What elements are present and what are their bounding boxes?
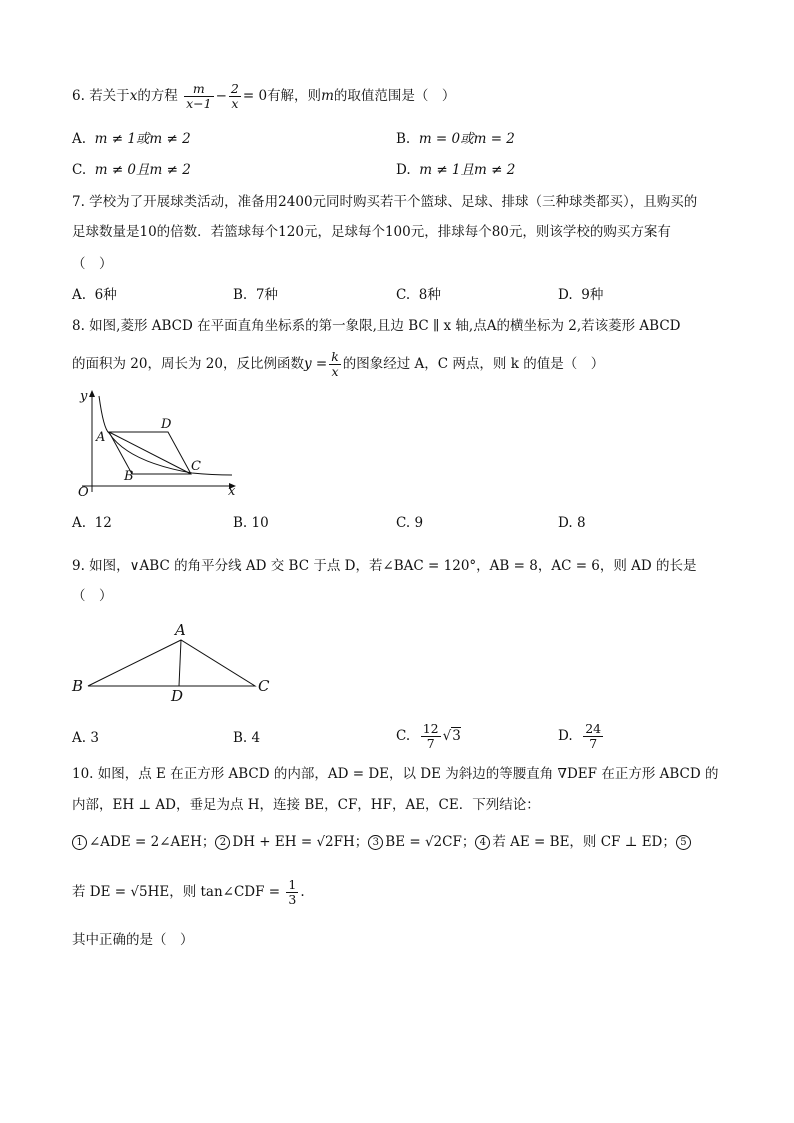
circled-3: 3 bbox=[368, 835, 383, 850]
q9-option-d: D. $\frac{24}{7}$ bbox=[558, 721, 602, 751]
q6-option-b: B. m = 0或m = 2 bbox=[396, 131, 515, 147]
q9-option-c: C. $\frac{12}{7}$ √3 bbox=[396, 721, 461, 751]
q7-option-c: C. 8种 bbox=[396, 287, 441, 303]
q6-option-c: C. m ≠ 0且m ≠ 2 bbox=[72, 162, 191, 178]
q6-fraction-m: $\frac{m}{x-1}$ bbox=[186, 81, 212, 111]
q9-option-a: A. 3 bbox=[72, 730, 99, 746]
q7-option-a: A. 6种 bbox=[72, 287, 117, 303]
q6-option-a: A. m ≠ 1或m ≠ 2 bbox=[72, 131, 191, 147]
q9-line-1: 9. 如图，∨ABC 的角平分线 AD 交 BC 于点 D，若∠BAC = 120°，AB = 8，AC = 6，则 AD 的长是 bbox=[72, 558, 697, 574]
q9-label-c: C bbox=[258, 677, 270, 695]
q8-label-x: x bbox=[228, 484, 236, 499]
q7-option-d: D. 9种 bbox=[558, 287, 604, 303]
q9-option-b: B. 4 bbox=[233, 730, 261, 746]
circled-1: 1 bbox=[72, 835, 87, 850]
q7-line-3: （ ） bbox=[72, 256, 113, 272]
q6-fraction-2: $\frac{2}{x}$ bbox=[230, 81, 239, 111]
q8-option-a: A. 12 bbox=[72, 515, 112, 531]
q7-option-b: B. 7种 bbox=[233, 287, 278, 303]
q8-option-b: B. 10 bbox=[233, 515, 269, 531]
q10-line-2: 内部，EH ⊥ AD，垂足为点 H，连接 BE，CF，HF，AE，CE．下列结论： bbox=[72, 797, 540, 813]
q10-line-1: 10. 如图，点 E 在正方形 ABCD 的内部，AD = DE，以 DE 为斜边的等腰直角 ∇DEF 在正方形 ABCD 的 bbox=[72, 766, 719, 782]
q8-label-b: B bbox=[124, 469, 134, 484]
q8-line-2: 的面积为 20，周长为 20，反比例函数y = $\frac{k}{x}$ 的图象经过 A，C 两点，则 k 的值是（ ） bbox=[72, 349, 605, 379]
q9-label-b: B bbox=[72, 677, 84, 695]
q8-fraction-k: $\frac{k}{x}$ bbox=[331, 349, 339, 379]
circled-2: 2 bbox=[215, 835, 230, 850]
q10-line-4: 若 DE = √5HE，则 tan∠CDF = $\frac{1}{3}$ . bbox=[72, 877, 305, 907]
q9-triangle-abc bbox=[88, 640, 255, 686]
q8-line-1: 8. 如图,菱形 ABCD 在平面直角坐标系的第一象限,且边 BC ∥ x 轴,点A的横坐标为 2,若该菱形 ABCD bbox=[72, 318, 681, 334]
q8-label-a: A bbox=[96, 430, 106, 445]
q10-line-5: 其中正确的是（ ） bbox=[72, 932, 194, 948]
q6-stem: 6. 若关于x的方程 $\frac{m}{x-1}$ − $\frac{2}{x}$ = 0有解，则m的取值范围是（ ） bbox=[72, 81, 456, 111]
q9-label-a: A bbox=[175, 621, 186, 639]
q8-label-c: C bbox=[191, 459, 201, 474]
q7-line-1: 7. 学校为了开展球类活动，准备用2400元同时购买若干个篮球、足球、排球（三种球类都买），且购买的 bbox=[72, 194, 698, 210]
q8-figure-rhombus-graph bbox=[72, 388, 252, 500]
q7-line-2: 足球数量是10的倍数．若篮球每个120元，足球每个100元，排球每个80元，则该学校的购买方案有 bbox=[72, 224, 671, 240]
circled-5: 5 bbox=[676, 835, 691, 850]
q9-line-2: （ ） bbox=[72, 588, 113, 604]
q9-figure-triangle bbox=[68, 618, 288, 708]
q8-label-d: D bbox=[161, 417, 172, 432]
q9-bisector-ad bbox=[179, 640, 181, 686]
q9-label-d: D bbox=[171, 687, 184, 705]
q10-fraction-one-third: $\frac{1}{3}$ bbox=[288, 877, 297, 907]
q8-hyperbola-curve bbox=[99, 396, 232, 475]
q10-line-3: 1 ∠ADE = 2∠AEH； 2 DH + EH = √2FH； 3 BE = √2CF； 4 若 AE = BE，则 CF ⊥ ED； 5 bbox=[72, 832, 693, 852]
q8-option-c: C. 9 bbox=[396, 515, 424, 531]
q6-option-d: D. m ≠ 1且m ≠ 2 bbox=[396, 162, 516, 178]
q8-label-y: y bbox=[80, 389, 88, 404]
q8-option-d: D. 8 bbox=[558, 515, 586, 531]
q8-diagonal-ac bbox=[109, 432, 191, 474]
q8-y-axis-arrow bbox=[89, 390, 95, 397]
circled-4: 4 bbox=[475, 835, 490, 850]
q8-label-o: O bbox=[78, 485, 89, 500]
